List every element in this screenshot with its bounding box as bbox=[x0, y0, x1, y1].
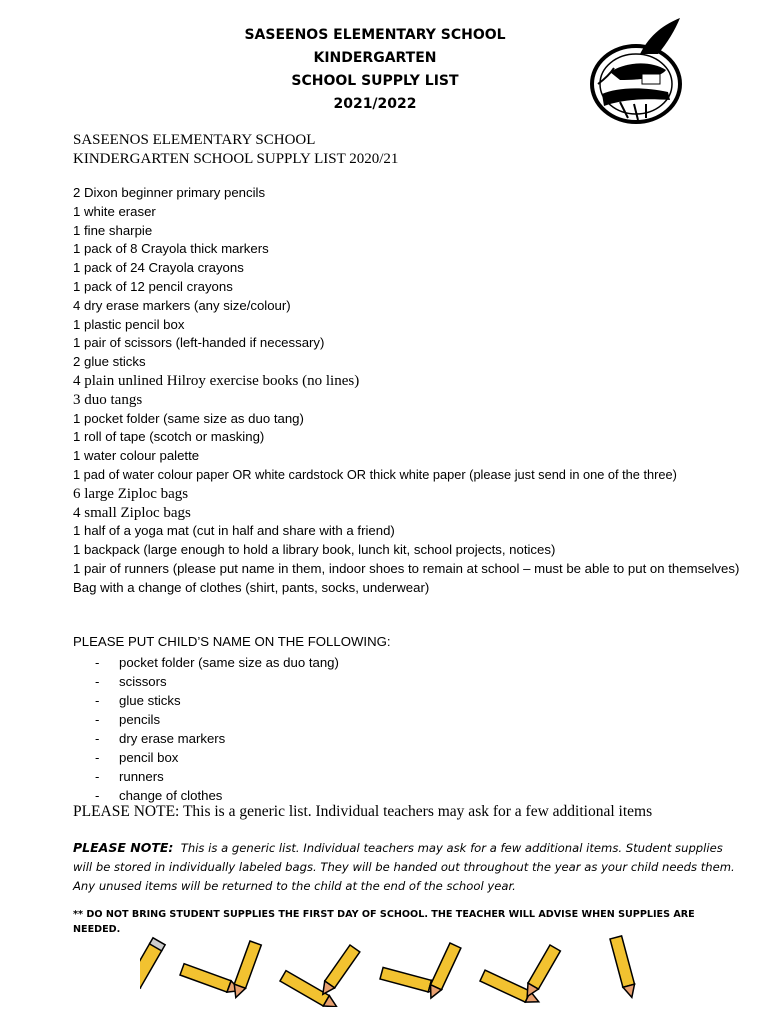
list-item: 1 half of a yoga mat (cut in half and share with a friend) bbox=[73, 523, 395, 539]
list-item-label: pencil box bbox=[119, 750, 179, 765]
dash-bullet: - bbox=[95, 769, 100, 784]
dash-bullet: - bbox=[95, 712, 100, 727]
pencil-icon bbox=[180, 964, 242, 996]
list-item bbox=[73, 729, 339, 748]
dash-bullet: - bbox=[95, 674, 100, 689]
name-labels-list bbox=[73, 653, 339, 805]
subheading-school: SASEENOS ELEMENTARY SCHOOL bbox=[73, 132, 316, 148]
header-school-name: SASEENOS ELEMENTARY SCHOOL bbox=[244, 27, 506, 43]
list-item bbox=[73, 672, 339, 691]
list-item: 1 pair of runners (please put name in them, indoor shoes to remain at school – must be able to put on themselves) bbox=[73, 560, 740, 576]
list-item-label: runners bbox=[119, 769, 164, 784]
list-item-label: change of clothes bbox=[119, 788, 223, 803]
subheading-list-title: KINDERGARTEN SCHOOL SUPPLY LIST 2020/21 bbox=[73, 151, 399, 167]
list-item: 1 fine sharpie bbox=[73, 222, 153, 238]
list-item-label: pencils bbox=[119, 712, 161, 727]
list-item: 1 pack of 8 Crayola thick markers bbox=[73, 241, 269, 257]
supply-list bbox=[73, 184, 743, 598]
list-item: 2 glue sticks bbox=[73, 354, 146, 370]
list-item: 2 Dixon beginner primary pencils bbox=[73, 185, 266, 200]
pencil-icon bbox=[425, 943, 460, 1001]
dash-bullet: - bbox=[95, 655, 100, 670]
please-note-text: This is a generic list. Individual teachers may ask for a few additional items. Student supplies will be stored in individually labeled bags. They will be handed out throughout the year as your child needs them. Any unused items will be returned to the child at the end of the school year. bbox=[73, 841, 735, 893]
list-item bbox=[73, 653, 339, 672]
please-note-paragraph bbox=[73, 838, 743, 896]
header-year: 2021/2022 bbox=[333, 96, 417, 112]
list-item bbox=[73, 748, 339, 767]
list-item: 6 large Ziploc bags bbox=[73, 485, 189, 502]
pencil-icon bbox=[318, 945, 360, 998]
list-item: 1 pocket folder (same size as duo tang) bbox=[73, 410, 304, 426]
dash-bullet: - bbox=[95, 788, 100, 803]
list-item: 1 white eraser bbox=[73, 203, 156, 219]
list-item: 1 pair of scissors (left-handed if necessary) bbox=[73, 335, 325, 351]
pencil-border-icon bbox=[140, 935, 640, 1007]
list-item: 1 pad of water colour paper OR white cardstock OR thick white paper (please just send in one of the three) bbox=[73, 466, 677, 482]
list-item: 1 backpack (large enough to hold a library book, lunch kit, school projects, notices) bbox=[73, 542, 556, 558]
list-item: 3 duo tangs bbox=[73, 391, 143, 408]
list-item: 4 dry erase markers (any size/colour) bbox=[73, 297, 291, 313]
list-item: 1 pack of 24 Crayola crayons bbox=[73, 260, 244, 276]
dash-bullet: - bbox=[95, 693, 100, 708]
list-item: 1 pack of 12 pencil crayons bbox=[73, 278, 233, 294]
subheading bbox=[73, 131, 398, 169]
list-item-label: dry erase markers bbox=[119, 731, 226, 746]
pencil-icon bbox=[140, 938, 165, 1000]
list-item: 1 water colour palette bbox=[73, 448, 200, 464]
dash-bullet: - bbox=[95, 731, 100, 746]
list-item bbox=[73, 710, 339, 729]
pencil-icon bbox=[230, 941, 261, 1000]
generic-note: PLEASE NOTE: This is a generic list. Individual teachers may ask for a few additional items bbox=[73, 803, 653, 820]
dash-bullet: - bbox=[95, 750, 100, 765]
header-list-title: SCHOOL SUPPLY LIST bbox=[291, 73, 459, 89]
list-item: Bag with a change of clothes (shirt, pants, socks, underwear) bbox=[73, 579, 430, 595]
list-item bbox=[73, 767, 339, 786]
header-title-block bbox=[200, 24, 550, 116]
list-item-label: glue sticks bbox=[119, 693, 181, 708]
pencil-icon bbox=[610, 936, 638, 999]
list-item: 4 small Ziploc bags bbox=[73, 504, 191, 521]
supplies-warning: ** DO NOT BRING STUDENT SUPPLIES THE FIRST DAY OF SCHOOL. THE TEACHER WILL ADVISE WHEN SUPPLIES ARE NEEDED. bbox=[73, 909, 695, 935]
header-grade: KINDERGARTEN bbox=[313, 50, 437, 66]
list-item: 4 plain unlined Hilroy exercise books (no lines) bbox=[73, 372, 360, 389]
please-note-label: PLEASE NOTE: bbox=[73, 840, 174, 855]
list-item bbox=[73, 691, 339, 710]
whale-emblem-icon bbox=[580, 14, 700, 129]
list-item-label: pocket folder (same size as duo tang) bbox=[119, 655, 339, 670]
list-item-label: scissors bbox=[119, 674, 167, 689]
name-labels-heading: PLEASE PUT CHILD’S NAME ON THE FOLLOWING: bbox=[73, 634, 391, 649]
list-item: 1 roll of tape (scotch or masking) bbox=[73, 429, 265, 445]
list-item: 1 plastic pencil box bbox=[73, 316, 185, 332]
pencil-icon bbox=[522, 945, 560, 999]
